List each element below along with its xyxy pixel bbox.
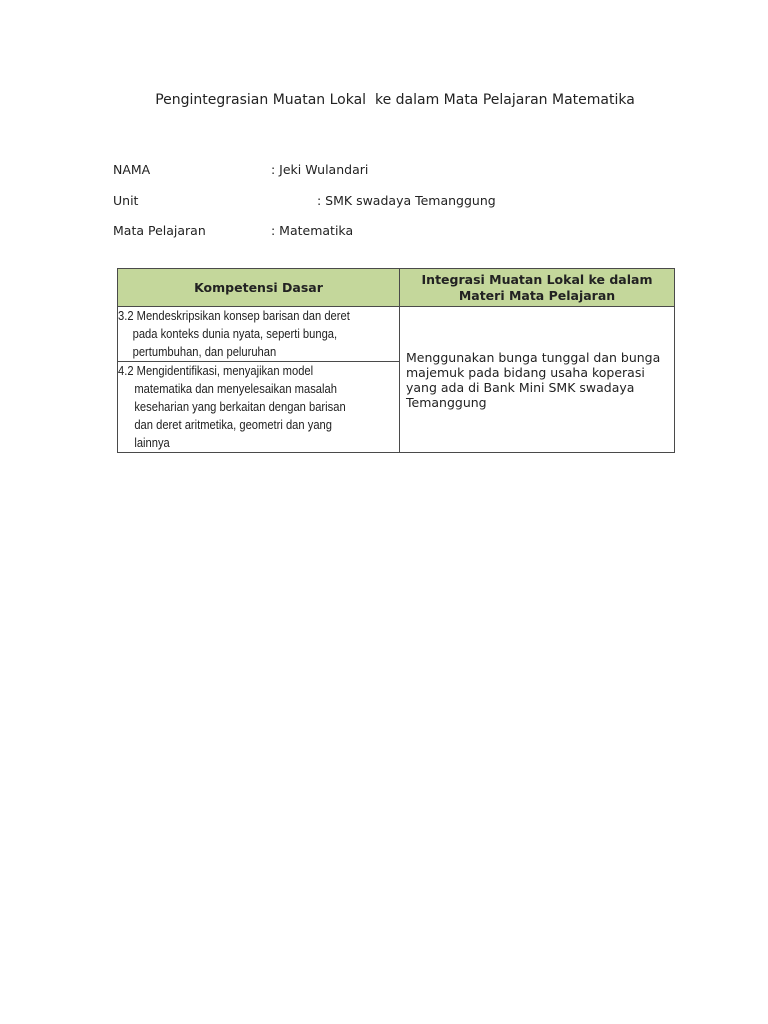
integrasi-line-2: majemuk pada bidang usaha koperasi [406,364,645,380]
info-row-mata-pelajaran [113,223,354,268]
unit-value: : SMK swadaya Temanggung [317,193,496,208]
document-title: Pengintegrasian Muatan Lokal ke dalam Mata Pelajaran Matematika [155,92,635,108]
kd-3-2-line-3: pertumbuhan, dan peluruhan [132,344,277,359]
integrasi-cell [400,307,675,453]
nama-label: NAMA [113,162,151,177]
kd-4-2-line-3: keseharian yang berkaitan dengan barisan [134,399,346,414]
kd-4-2-line-2: matematika dan menyelesaikan masalah [134,381,337,396]
kd-3-2-line-1: 3.2 Mendeskripsikan konsep barisan dan deret [118,308,350,323]
kd-cell-4-2 [118,362,400,453]
header-kompetensi-label: Kompetensi Dasar [194,279,323,295]
competency-table [117,268,675,453]
kd-4-2-line-1: 4.2 Mengidentifikasi, menyajikan model [118,363,314,378]
integrasi-line-3: yang ada di Bank Mini SMK swadaya [406,379,635,395]
mata-pelajaran-value: : Matematika [271,223,354,238]
kd-3-2-line-2: pada konteks dunia nyata, seperti bunga, [132,326,338,341]
kd-cell-3-2 [118,307,400,362]
header-integrasi-line-1: Integrasi Muatan Lokal ke dalam [421,271,653,287]
table-row [118,307,675,362]
header-kompetensi-dasar [118,269,400,307]
header-integrasi [400,269,675,307]
integrasi-line-1: Menggunakan bunga tunggal dan bunga [406,349,661,365]
kd-4-2-line-4: dan deret aritmetika, geometri dan yang [134,417,332,432]
kd-4-2-line-5: lainnya [134,435,170,450]
unit-label: Unit [113,193,139,208]
nama-value: : Jeki Wulandari [271,162,369,177]
integrasi-line-4: Temanggung [406,394,487,410]
table-header-row [118,269,675,307]
mata-pelajaran-label: Mata Pelajaran [113,223,206,238]
header-integrasi-line-2: Materi Mata Pelajaran [458,287,616,303]
